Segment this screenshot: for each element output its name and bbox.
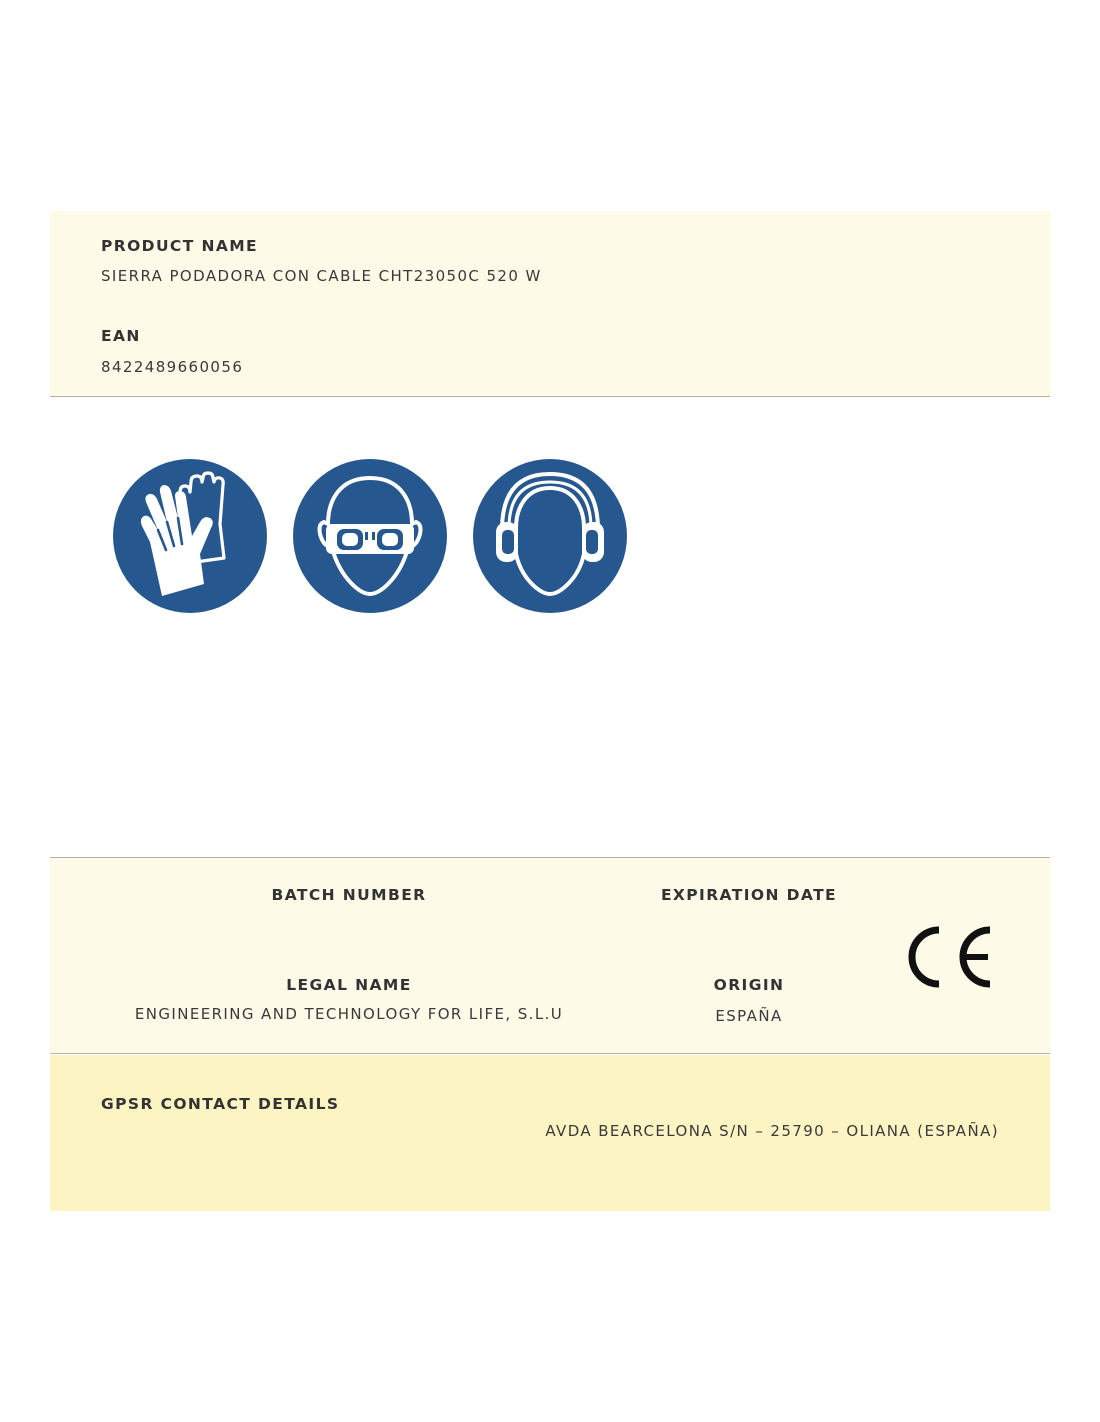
legal-name-value: ENGINEERING AND TECHNOLOGY FOR LIFE, S.L.U [134, 1005, 564, 1023]
gpsr-contact-panel [50, 1055, 1050, 1211]
ean-label: EAN [101, 327, 141, 345]
expiration-date-label: EXPIRATION DATE [660, 886, 838, 904]
product-name-value: SIERRA PODADORA CON CABLE CHT23050C 520 W [101, 267, 542, 285]
batch-number-label: BATCH NUMBER [271, 886, 427, 904]
batch-info-panel [50, 857, 1050, 1054]
ear-protection-icon [472, 458, 628, 614]
origin-value: ESPAÑA [715, 1007, 783, 1025]
ce-mark-icon [906, 924, 994, 990]
product-info-panel [50, 211, 1050, 397]
safety-goggles-icon [292, 458, 448, 614]
product-name-label: PRODUCT NAME [101, 237, 259, 255]
gpsr-address: AVDA BEARCELONA S/N – 25790 – OLIANA (ESPAÑA) [545, 1122, 999, 1140]
legal-name-label: LEGAL NAME [286, 976, 412, 994]
origin-label: ORIGIN [713, 976, 785, 994]
gpsr-contact-label: GPSR CONTACT DETAILS [101, 1095, 340, 1113]
ean-value: 8422489660056 [101, 358, 244, 376]
gloves-icon [112, 458, 268, 614]
